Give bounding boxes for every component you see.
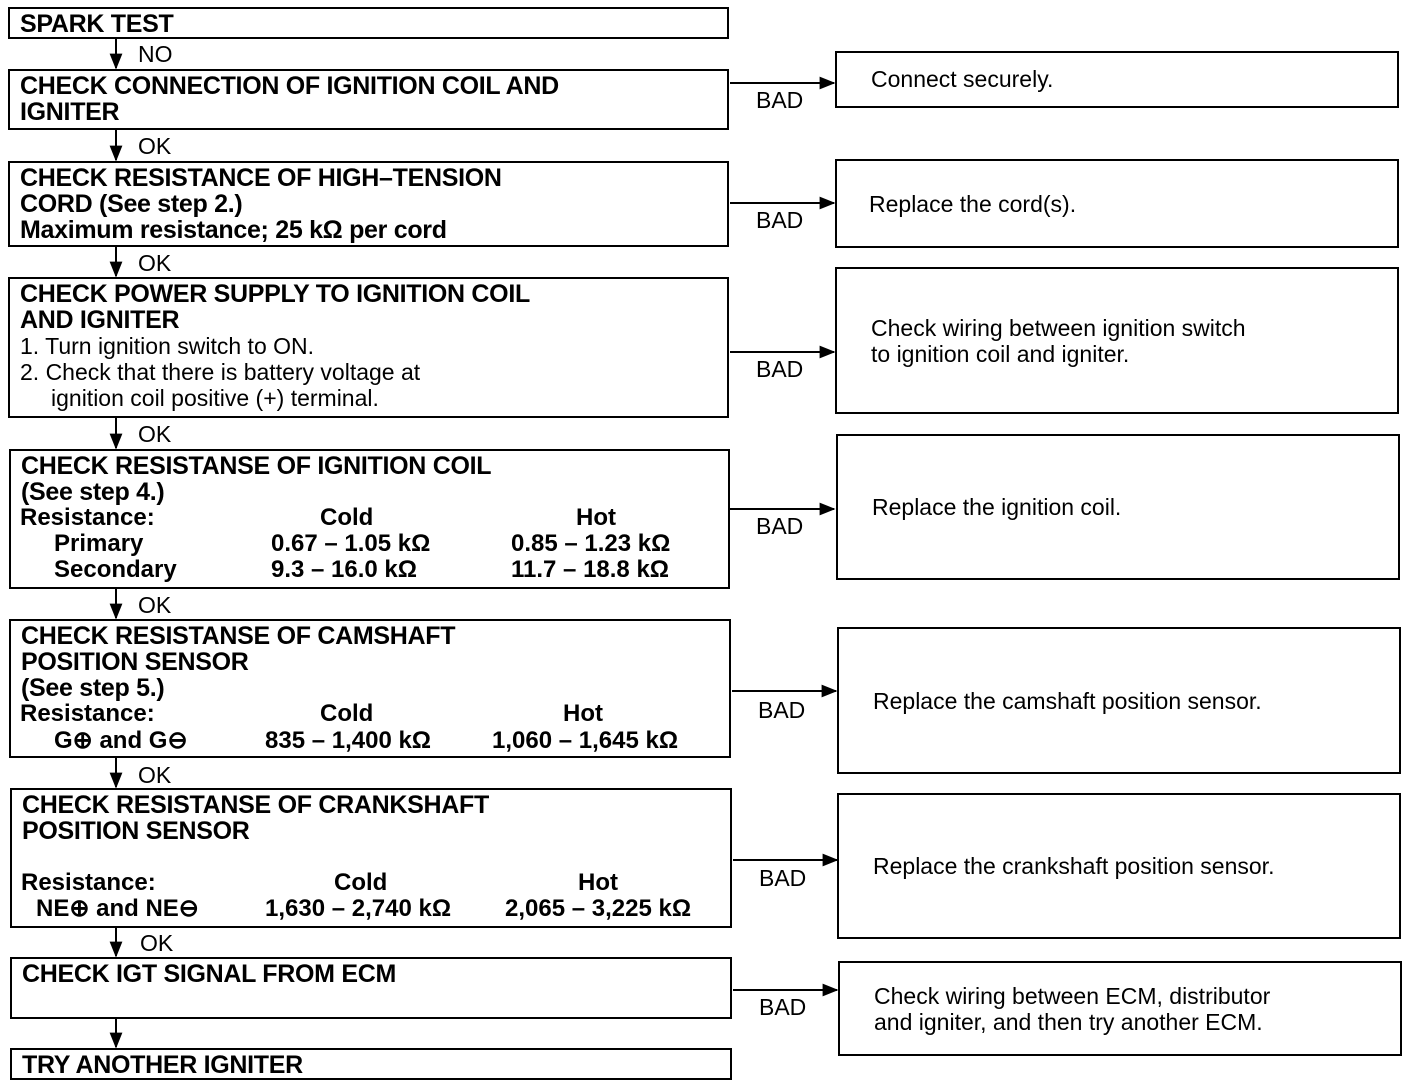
branch-label-ok: OK (138, 250, 172, 276)
check-power-step-1: 1. Turn ignition switch to ON. (20, 333, 315, 359)
row-hot: 0.85 – 1.23 kΩ (511, 530, 671, 557)
check-cord-title-2: CORD (See step 2.) (20, 190, 243, 218)
row-cold: 1,630 – 2,740 kΩ (265, 895, 452, 922)
check-connection-title-1: CHECK CONNECTION OF IGNITION COIL AND (20, 72, 559, 100)
fix-box (835, 51, 1399, 108)
row-name: Primary (54, 530, 144, 557)
fix-box (838, 961, 1402, 1056)
spark-test-title: SPARK TEST (20, 10, 174, 38)
check-coil-title-2: (See step 4.) (21, 478, 165, 506)
resistance-label: Resistance: (21, 869, 156, 896)
check-crank-title-2: POSITION SENSOR (22, 817, 250, 845)
resistance-label: Resistance: (20, 504, 155, 531)
row-name: Secondary (54, 556, 177, 583)
bad-label: BAD (756, 87, 804, 113)
fix-box (837, 627, 1401, 774)
branch-label-ok: OK (138, 133, 172, 159)
row-hot: 2,065 – 3,225 kΩ (505, 895, 692, 922)
check-igt-box (10, 957, 732, 1019)
check-cord-title-1: CHECK RESISTANCE OF HIGH–TENSION (20, 164, 502, 192)
bad-label: BAD (759, 865, 807, 891)
column-cold: Cold (320, 504, 374, 531)
fix-text: Replace the camshaft position sensor. (873, 687, 1262, 714)
fix-text-line-1: Check wiring between ECM, distributor (874, 982, 1271, 1009)
check-power-title-1: CHECK POWER SUPPLY TO IGNITION COIL (20, 280, 530, 308)
check-cam-title-1: CHECK RESISTANSE OF CAMSHAFT (21, 622, 456, 650)
row-hot: 1,060 – 1,645 kΩ (492, 727, 679, 754)
row-name: G⊕ and G⊖ (54, 727, 188, 754)
try-igniter-title: TRY ANOTHER IGNITER (22, 1051, 303, 1079)
row-cold: 835 – 1,400 kΩ (265, 727, 432, 754)
spark-test-box (8, 7, 729, 39)
row-hot: 11.7 – 18.8 kΩ (511, 556, 670, 583)
fix-text: Connect securely. (871, 66, 1054, 92)
try-another-igniter-box (10, 1048, 732, 1080)
column-hot: Hot (578, 869, 618, 896)
row-name: NE⊕ and NE⊖ (36, 895, 199, 922)
resistance-label: Resistance: (20, 700, 155, 727)
fix-box (835, 267, 1399, 414)
bad-label: BAD (758, 697, 806, 723)
fix-text-line-1: Check wiring between ignition switch (871, 314, 1246, 341)
check-connection-title-2: IGNITER (20, 98, 120, 126)
fix-text-line-2: and igniter, and then try another ECM. (874, 1008, 1263, 1035)
bad-label: BAD (756, 356, 804, 382)
fix-box (835, 159, 1399, 248)
check-igt-title: CHECK IGT SIGNAL FROM ECM (22, 960, 396, 988)
check-crank-title-1: CHECK RESISTANSE OF CRANKSHAFT (22, 791, 489, 819)
bad-label: BAD (756, 513, 804, 539)
branch-label-ok: OK (138, 592, 172, 618)
bad-label: BAD (759, 994, 807, 1020)
check-connection-box (8, 69, 729, 130)
branch-label-ok: OK (138, 421, 172, 447)
check-power-step-2-cont: ignition coil positive (+) terminal. (51, 385, 379, 411)
column-hot: Hot (576, 504, 616, 531)
fix-text: Replace the cord(s). (869, 190, 1077, 217)
row-cold: 0.67 – 1.05 kΩ (271, 530, 431, 557)
check-power-title-2: AND IGNITER (20, 306, 180, 334)
check-cam-title-2: POSITION SENSOR (21, 648, 249, 676)
check-power-step-2: 2. Check that there is battery voltage at (20, 359, 421, 385)
row-cold: 9.3 – 16.0 kΩ (271, 556, 418, 583)
check-cam-title-3: (See step 5.) (21, 674, 165, 702)
branch-label-ok: OK (140, 930, 174, 956)
check-cord-box (8, 161, 729, 247)
column-cold: Cold (334, 869, 388, 896)
fix-text-line-2: to ignition coil and igniter. (871, 340, 1130, 367)
fix-box (837, 793, 1401, 939)
check-coil-title-1: CHECK RESISTANSE OF IGNITION COIL (21, 452, 492, 480)
fix-box (836, 434, 1400, 580)
column-cold: Cold (320, 700, 374, 727)
fix-text: Replace the ignition coil. (872, 494, 1122, 520)
bad-label: BAD (756, 207, 804, 233)
branch-label-no: NO (138, 41, 173, 67)
fix-text: Replace the crankshaft position sensor. (873, 853, 1275, 879)
branch-label-ok: OK (138, 762, 172, 788)
column-hot: Hot (563, 700, 603, 727)
check-power-box (8, 277, 729, 418)
check-cord-title-3: Maximum resistance; 25 kΩ per cord (20, 216, 447, 244)
